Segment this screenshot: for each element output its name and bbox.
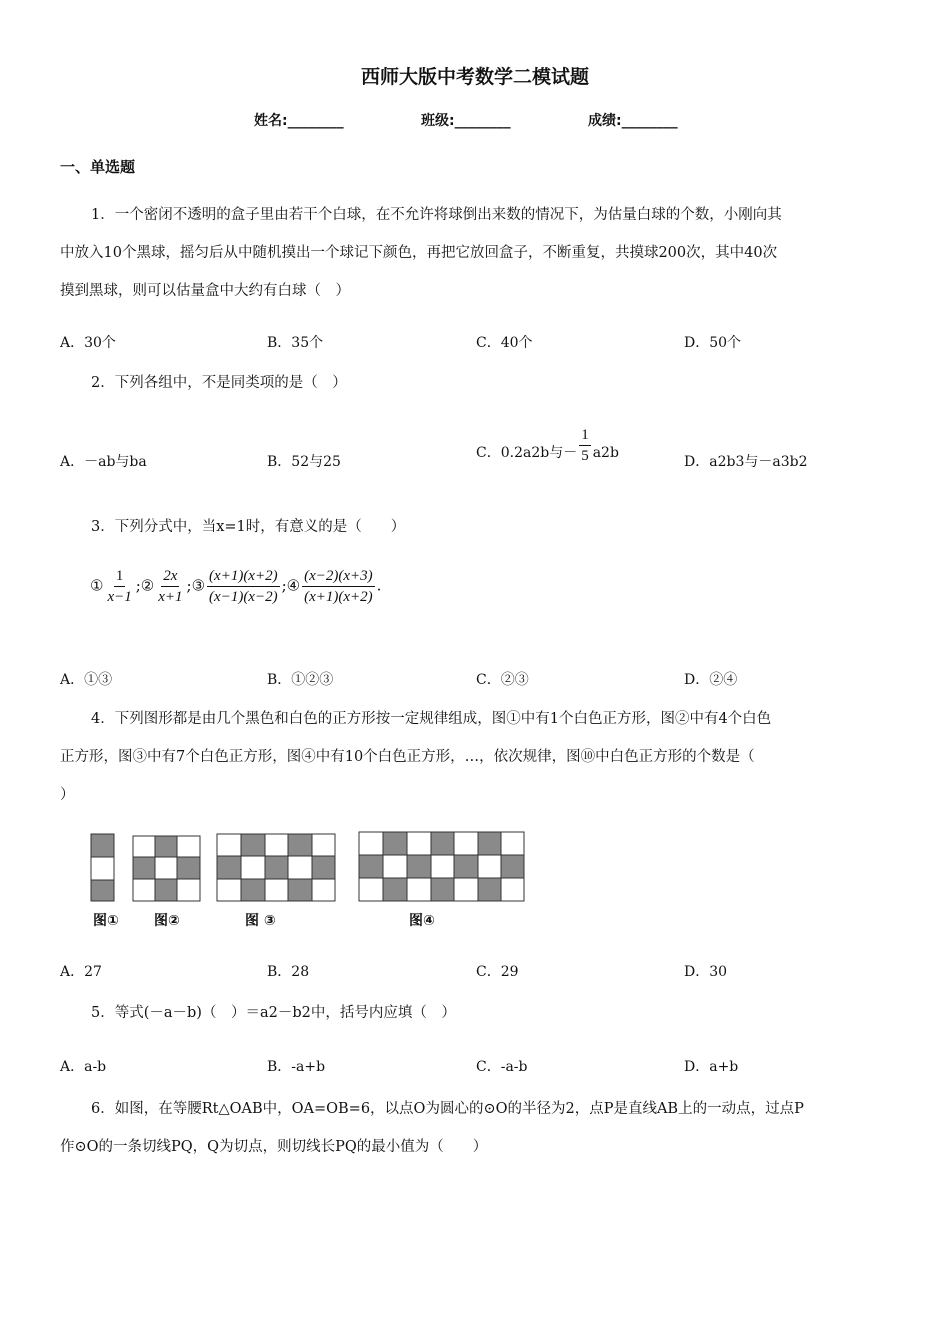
score-field: 成绩:________ (588, 113, 678, 129)
fraction-3 (207, 566, 280, 607)
mark-2: ② (140, 576, 155, 595)
fraction-numerator: 1 (114, 566, 126, 587)
figure-label-2: 图② (154, 913, 180, 929)
q3-option-d[interactable]: D．②④ (684, 672, 738, 688)
mark-3: ③ (191, 576, 206, 595)
q3-option-a[interactable]: A．①③ (60, 672, 113, 688)
question-3-text: 3．下列分式中，当x=1时，有意义的是（ ） (91, 519, 406, 535)
fraction-denominator: 5 (581, 448, 589, 464)
q5-option-a[interactable]: A．a-b (60, 1059, 107, 1075)
question-1-line: 1．一个密闭不透明的盒子里由若干个白球，在不允许将球倒出来数的情况下，为估量白球的个数，小刚向其 (91, 207, 782, 223)
section-heading: 一、单选题 (60, 158, 136, 176)
q4-option-c[interactable]: C．29 (476, 964, 519, 980)
q3-option-b[interactable]: B．①②③ (267, 672, 334, 688)
question-2-text: 2．下列各组中，不是同类项的是（ ） (91, 375, 347, 391)
q2-option-b[interactable]: B．52与25 (267, 454, 341, 470)
question-1 (60, 196, 895, 310)
q4-option-a[interactable]: A．27 (60, 964, 102, 980)
figure-label-1: 图① (93, 913, 119, 929)
fraction-denominator: x−1 (107, 589, 132, 605)
question-2 (60, 364, 895, 402)
fraction-denominator: (x+1)(x+2) (304, 589, 373, 605)
question-5-text: 5．等式(－a－b)（ ）＝a2－b2中，括号内应填（ ） (91, 1005, 456, 1021)
fraction-2 (156, 566, 184, 607)
q3-option-c[interactable]: C．②③ (476, 672, 529, 688)
q5-option-c[interactable]: C．-a-b (476, 1059, 528, 1075)
figure-label-4: 图④ (409, 913, 435, 929)
page-title: 西师大版中考数学二模试题 (360, 66, 589, 88)
q2-option-d[interactable]: D．a2b3与－a3b2 (684, 454, 808, 470)
figure-label-3: 图 ③ (245, 913, 276, 929)
separator: ; (281, 576, 287, 595)
fraction-4 (302, 566, 375, 607)
q1-option-a[interactable]: A．30个 (60, 335, 116, 351)
question-4 (60, 700, 895, 814)
question-4-line: 4．下列图形都是由几个黑色和白色的正方形按一定规律组成，图①中有1个白色正方形，图②中有4个白色 (91, 711, 772, 727)
q1-option-d[interactable]: D．50个 (684, 335, 742, 351)
q4-option-b[interactable]: B．28 (267, 964, 310, 980)
figure-3 (217, 834, 335, 901)
q1-option-b[interactable]: B．35个 (267, 335, 324, 351)
fraction-1 (105, 566, 133, 607)
q2-option-c[interactable] (476, 425, 619, 466)
question-5 (60, 994, 895, 1032)
question-4-line: ） (60, 787, 75, 803)
question-4-line: 正方形，图③中有7个白色正方形，图④中有10个白色正方形，…，依次规律，图⑩中白色正方形的个数是（ (60, 749, 755, 765)
q2-option-c-text: C．0.2a2b与－ (476, 445, 578, 461)
fraction-numerator: (x+1)(x+2) (207, 566, 280, 587)
figure-1 (91, 834, 114, 901)
question-1-line: 摸到黑球，则可以估量盒中大约有白球（ ） (60, 283, 350, 299)
q3-expressions (90, 566, 381, 607)
q5-option-b[interactable]: B．-a+b (267, 1059, 326, 1075)
class-field: 班级:________ (421, 113, 511, 129)
question-6-line: 作⊙O的一条切线PQ，Q为切点，则切线长PQ的最小值为（ ） (60, 1139, 488, 1155)
end-mark: . (376, 576, 382, 595)
mark-4: ④ (286, 576, 301, 595)
figure-2 (133, 836, 200, 901)
question-3 (60, 508, 895, 546)
fraction-denominator: (x−1)(x−2) (209, 589, 278, 605)
fraction-denominator: x+1 (158, 589, 183, 605)
fraction-numerator: (x−2)(x+3) (302, 566, 375, 587)
mark-1: ① (90, 576, 104, 595)
fraction-numerator: 1 (579, 425, 591, 446)
q1-option-c[interactable]: C．40个 (476, 335, 533, 351)
separator: ; (186, 576, 192, 595)
question-6 (60, 1090, 895, 1166)
question-1-line: 中放入10个黑球，摇匀后从中随机摸出一个球记下颜色，再把它放回盒子，不断重复，共摸球200次，其中40次 (60, 245, 778, 261)
name-field: 姓名:________ (254, 113, 344, 129)
fraction (579, 425, 591, 466)
q2-option-a[interactable]: A．－ab与ba (60, 454, 147, 470)
fraction-numerator: 2x (161, 566, 179, 587)
figure-4 (359, 832, 524, 901)
question-6-line: 6．如图，在等腰Rt△OAB中，OA=OB=6，以点O为圆心的⊙O的半径为2，点P是直线AB上的一动点，过点P (91, 1101, 804, 1117)
q5-option-d[interactable]: D．a+b (684, 1059, 739, 1075)
separator: ; (135, 576, 141, 595)
q2-option-c-suffix: a2b (592, 445, 619, 461)
q4-option-d[interactable]: D．30 (684, 964, 728, 980)
